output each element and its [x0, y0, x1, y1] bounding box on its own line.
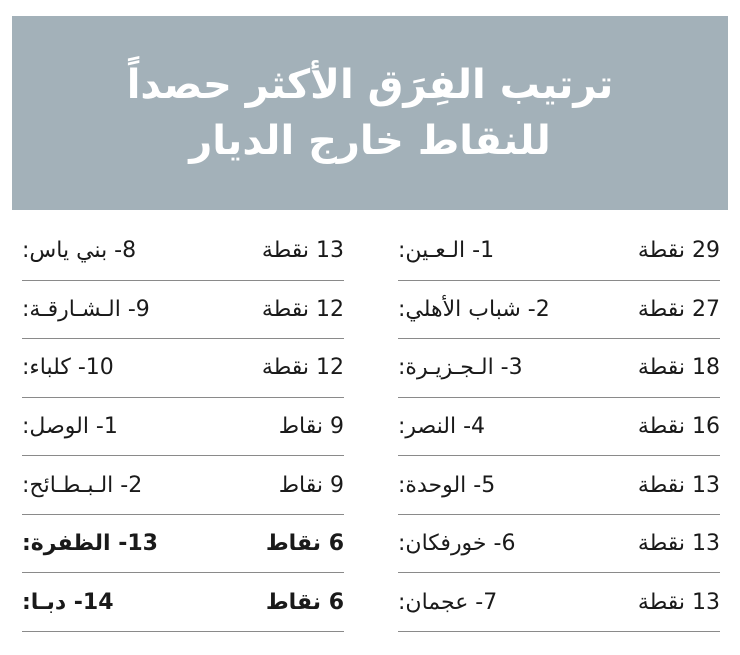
standings-row [22, 281, 344, 340]
team-points: 9 نقاط [278, 414, 344, 440]
team-name: 9- الـشـارقـة: [22, 296, 150, 322]
team-points: 13 نقطة [637, 472, 720, 498]
team-name: 13- الظفرة: [22, 531, 158, 557]
title-line-1: ترتيب الفِرَق الأكثر حصداً [126, 62, 614, 108]
standings-row [22, 456, 344, 515]
title-line-2: للنقاط خارج الديار [189, 118, 551, 164]
team-name: 14- دبـا: [22, 589, 114, 615]
standings-row [398, 573, 720, 632]
standings-row [398, 339, 720, 398]
team-name: 1- الوصل: [22, 414, 118, 440]
team-name: 2- الـبـطـائح: [22, 472, 143, 498]
standings-row [398, 398, 720, 457]
team-name: 4- النصر: [398, 414, 486, 440]
standings-column-right [398, 222, 720, 632]
standings-column-left [22, 222, 344, 632]
team-points: 6 نقاط [265, 531, 344, 557]
title-banner [12, 16, 728, 210]
team-points: 13 نقطة [261, 238, 344, 264]
standings-row [22, 573, 344, 632]
team-points: 13 نقطة [637, 589, 720, 615]
team-points: 13 نقطة [637, 531, 720, 557]
standings-row [398, 281, 720, 340]
team-points: 18 نقطة [637, 355, 720, 381]
team-points: 16 نقطة [637, 414, 720, 440]
team-points: 29 نقطة [637, 238, 720, 264]
standings-row [398, 515, 720, 574]
team-name: 10- كلباء: [22, 355, 114, 381]
standings-row [22, 222, 344, 281]
standings-row [398, 222, 720, 281]
team-name: 7- عجمان: [398, 589, 498, 615]
team-points: 27 نقطة [637, 296, 720, 322]
team-points: 12 نقطة [261, 355, 344, 381]
standings-row [398, 456, 720, 515]
standings-row [22, 398, 344, 457]
team-name: 8- بني ياس: [22, 238, 137, 264]
team-name: 3- الـجـزيـرة: [398, 355, 523, 381]
standings-row [22, 515, 344, 574]
team-name: 2- شباب الأهلي: [398, 296, 550, 322]
standings-row [22, 339, 344, 398]
team-points: 9 نقاط [278, 472, 344, 498]
team-points: 6 نقاط [265, 589, 344, 615]
team-points: 12 نقطة [261, 296, 344, 322]
team-name: 6- خورفكان: [398, 531, 516, 557]
team-name: 1- الـعـين: [398, 238, 495, 264]
team-name: 5- الوحدة: [398, 472, 496, 498]
